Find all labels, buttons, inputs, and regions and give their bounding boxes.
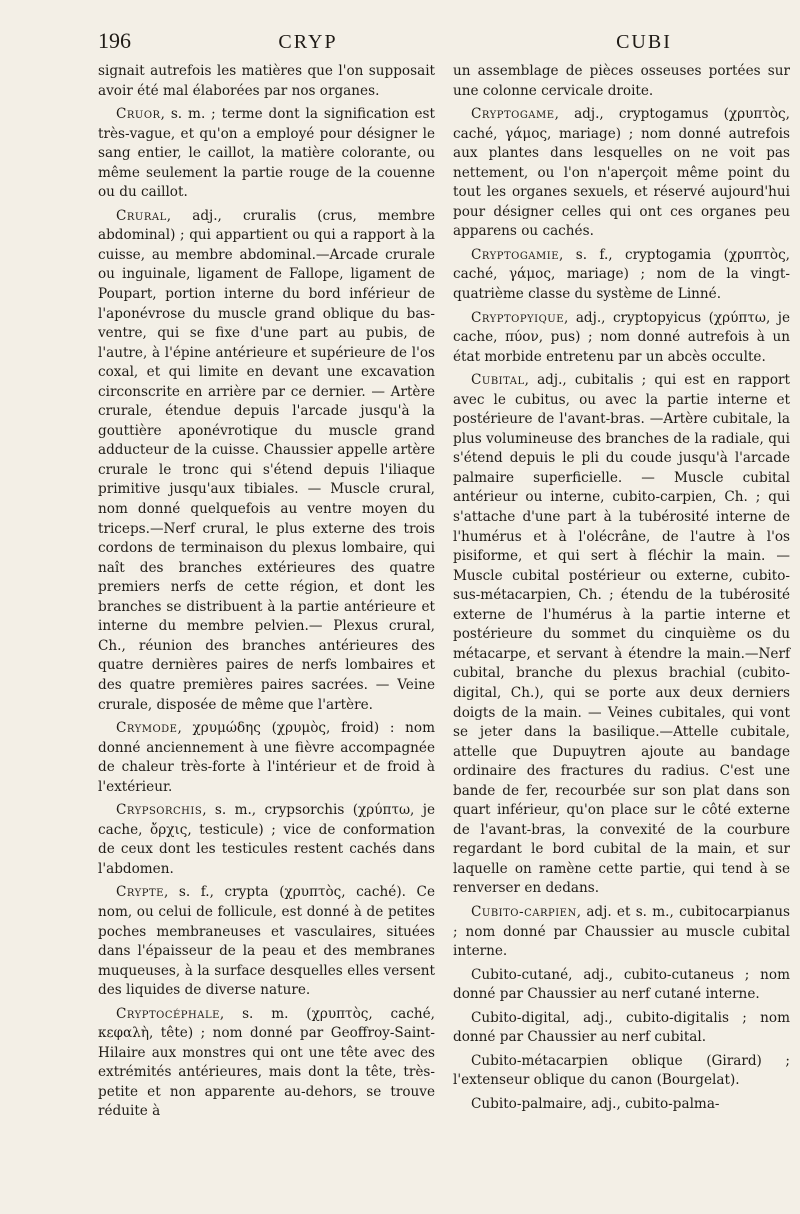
dictionary-entry [98, 105, 435, 203]
dictionary-entry [453, 309, 790, 368]
dictionary-entry [453, 246, 790, 305]
dictionary-entry [453, 1052, 790, 1091]
running-header [98, 28, 790, 56]
dictionary-entry [98, 801, 435, 879]
dictionary-entry [453, 966, 790, 1005]
entry-text: , s. m., crypsorchis (χρύπτω, je cache, ὄρχις, testicule) ; vice de conformation de ceux dont les testicules restent cachés dans l'abdomen. [98, 802, 435, 877]
entry-headword: Cubital [471, 372, 525, 389]
entry-text: Cubito-palmaire, adj., cubito-palma- [471, 1095, 720, 1112]
text-columns [98, 62, 790, 1126]
entry-headword: Cryptocéphale [116, 1005, 220, 1022]
right-running-head: CUBI [616, 31, 672, 53]
entry-text: , adj., cruralis (crus, membre abdominal) ; qui appartient ou qui a rapport à la cuisse, au membre abdominal.—Arcade crurale ou inguinale, ligament de Fallope, ligament de Poupart, portion interne du bord inférieur de l'aponévrose du muscle grand oblique du bas-ventre, qui se fixe d'une part au pubis, de l'autre, à l'épine antérieure et supérieure de l'os coxal, et qui limite en devant une excavation circonscrite en arrière par ce dernier. — Artère crurale, étendue depuis l'arcade jusqu'à la gouttière aponévrotique du muscle grand adducteur de la cuisse. Chaussier appelle artère crurale le tronc qui s'étend depuis l'iliaque primitive jusqu'aux tibiales. — Muscle crural, nom donné quelquefois au ventre moyen du triceps.—Nerf crural, le plus externe des trois cordons de terminaison du plexus lombaire, qui naît des branches extérieures des quatre premiers nerfs de cette région, et dont les branches se distribuent à la partie antérieure et interne du membre pelvien.— Plexus crural, Ch., réunion des branches antérieures des quatre dernières paires de nerfs lombaires et des quatre premières paires sacrées. — Veine crurale, disposée de même que l'artère. [98, 207, 435, 713]
entry-text: , adj., cryptopyicus (χρύπτω, je cache, πύον, pus) ; nom donné autrefois à un état morbide entretenu par un abcès occulte. [453, 309, 790, 365]
entry-headword: Cryptopyique [471, 309, 565, 326]
entry-text: , s. f., crypta (χρυπτὸς, caché). Ce nom, ou celui de follicule, est donné à de petites poches membraneuses et vasculaires, situées dans l'épaisseur de la peau et des membranes muqueuses, à la surface desquelles elles versent des liquides de diverse nature. [98, 884, 435, 999]
entry-text: , s. m. ; terme dont la signification est très-vague, et qu'on a employé pour désigner le sang entier, le caillot, la matière colorante, ou même seulement la partie rouge de la couenne ou du caillot. [98, 106, 435, 201]
entry-text: Cubito-cutané, adj., cubito-cutaneus ; nom donné par Chaussier au nerf cutané interne. [453, 966, 790, 1003]
entry-text: , χρυμώδης (χρυμὸς, froid) : nom donné anciennement à une fièvre accompagnée de chaleur très-forte à l'intérieur et de froid à l'extérieur. [98, 720, 435, 795]
entry-text: Cubito-digital, adj., cubito-digitalis ; nom donné par Chaussier au nerf cubital. [453, 1009, 790, 1046]
entry-text: , s. f., cryptogamia (χρυπτὸς, caché, γάμος, mariage) ; nom de la vingt-quatrième classe du système de Linné. [453, 246, 790, 303]
entry-headword: Crymode [116, 720, 178, 737]
dictionary-entry [98, 883, 435, 1000]
dictionary-entry [98, 207, 435, 715]
entry-text: , adj., cubitalis ; qui est en rapport avec le cubitus, ou avec la partie interne et postérieure de l'avant-bras. —Artère cubitale, la plus volumineuse des branches de la radiale, qui s'étend depuis le pli du coude jusqu'à l'arcade palmaire superficielle. — Muscle cubital antérieur ou interne, cubito-carpien, Ch. ; qui s'attache d'une part à la tubérosité interne de l'humérus et à l'olécrâne, de l'autre à l'os pisiforme, et qui sert à fléchir la main. — Muscle cubital postérieur ou externe, cubito-sus-métacarpien, Ch. ; étendu de la tubérosité externe de l'humérus à la partie interne et postérieure du sommet du cinquième os du métacarpe, et servant à étendre la main.—Nerf cubital, branche du plexus brachial (cubito-digital, Ch.), qui se porte aux deux derniers doigts de la main. — Veines cubitales, qui vont se jeter dans la basilique.—Attelle cubitale, attelle que Dupuytren ajoute au bandage ordinaire des fractures du radius. C'est une bande de fer, recourbée sur son plat dans son quart inférieur, qu'on place sur le côté externe de l'avant-bras, la convexité de la courbure regardant le bord cubital de la main, et sur laquelle on ramène cette partie, qui tend à se renverser en dedans. [453, 372, 790, 897]
right-column [453, 62, 790, 1126]
dictionary-entry [453, 62, 790, 101]
left-column [98, 62, 435, 1126]
dictionary-entry [453, 105, 790, 242]
dictionary-entry [98, 719, 435, 797]
entry-headword: Crypte [116, 884, 164, 901]
page-number: 196 [98, 28, 131, 53]
dictionary-entry [453, 371, 790, 899]
entry-headword: Cryptogame [471, 106, 555, 123]
entry-text: un assemblage de pièces osseuses portées sur une colonne cervicale droite. [453, 63, 790, 99]
entry-text: , adj., cryptogamus (χρυπτὸς, caché, γάμος, mariage) ; nom donné autrefois aux plantes dans lesquelles on ne voit pas nettement, ou l'on n'aperçoit même point du tout les organes sexuels, et réservé aujourd'hui pour désigner celles qui ont ces organes peu apparens ou cachés. [453, 106, 790, 240]
entry-headword: Crural [116, 207, 167, 224]
entry-text: signait autrefois les matières que l'on supposait avoir été mal élaborées par nos organes. [98, 63, 435, 99]
entry-headword: Cruor [116, 106, 161, 123]
entry-headword: Cubito-carpien [471, 903, 577, 920]
left-running-head: CRYP [278, 31, 338, 53]
dictionary-entry [453, 1009, 790, 1048]
dictionary-entry [98, 1005, 435, 1122]
dictionary-entry [453, 1095, 790, 1115]
entry-headword: Cryptogamie [471, 246, 560, 263]
dictionary-entry [98, 62, 435, 101]
entry-headword: Crypsorchis [116, 802, 203, 819]
entry-text: Cubito-métacarpien oblique (Girard) ; l'extenseur oblique du canon (Bourgelat). [453, 1052, 790, 1089]
entry-text: , s. m. (χρυπτὸς, caché, κεφαλὴ, tête) ; nom donné par Geoffroy-Saint-Hilaire aux monstres qui ont une tête avec des extrémités antérieures, mais dont la tête, très-petite et non apparente au-dehors, se trouve réduite à [98, 1005, 435, 1120]
dictionary-entry [453, 903, 790, 962]
entry-text: , adj. et s. m., cubitocarpianus ; nom donné par Chaussier au muscle cubital interne. [453, 903, 790, 960]
